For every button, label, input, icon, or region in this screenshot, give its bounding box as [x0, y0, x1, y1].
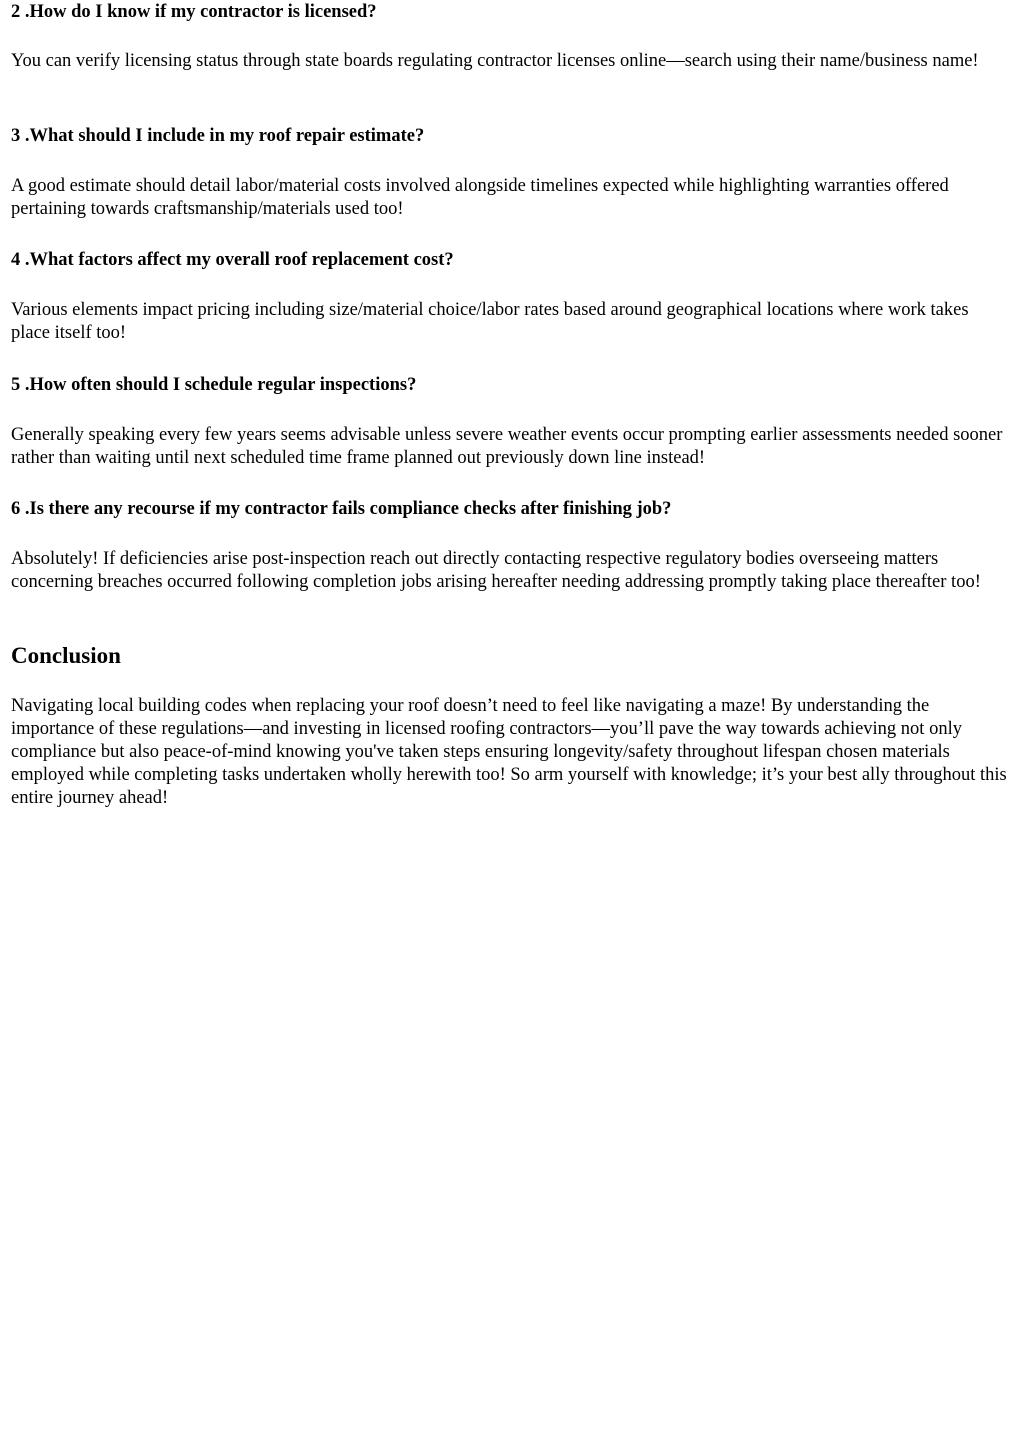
faq-answer-6: Absolutely! If deficiencies arise post-inspection reach out directly contacting respective regulatory bodies overseeing matters concerning breaches occurred following completion jobs arising hereafter needing addressing promptly taking place thereafter too! — [11, 549, 981, 592]
faq-question-3: 3 .What should I include in my roof repair estimate? — [11, 126, 425, 146]
faq-answer-2: You can verify licensing status through state boards regulating contractor licenses online—search using their name/business name! — [11, 51, 979, 71]
faq-question-2: 2 .How do I know if my contractor is licensed? — [11, 2, 377, 22]
faq-question-4: 4 .What factors affect my overall roof replacement cost? — [11, 250, 454, 270]
faq-answer-4: Various elements impact pricing including size/material choice/labor rates based around geographical locations where work takes place itself too! — [11, 300, 969, 343]
faq-question-6: 6 .Is there any recourse if my contractor fails compliance checks after finishing job? — [11, 499, 672, 519]
conclusion-heading: Conclusion — [11, 643, 121, 668]
faq-answer-3: A good estimate should detail labor/material costs involved alongside timelines expected while highlighting warranties offered pertaining towards craftsmanship/materials used too! — [11, 176, 949, 219]
faq-question-5: 5 .How often should I schedule regular inspections? — [11, 375, 417, 395]
faq-answer-5: Generally speaking every few years seems advisable unless severe weather events occur prompting earlier assessments needed sooner rather than waiting until next scheduled time frame planned out previously down line instead! — [11, 425, 1003, 468]
conclusion-body: Navigating local building codes when replacing your roof doesn’t need to feel like navigating a maze! By understanding the importance of these regulations—and investing in licensed roofing contractors—you’ll pave the way towards achieving not only compliance but also peace-of-mind knowing you've taken steps ensuring longevity/safety throughout lifespan chosen materials employed while completing tasks undertaken wholly herewith too! So arm yourself with knowledge; it’s your best ally throughout this entire journey ahead! — [11, 696, 1007, 808]
